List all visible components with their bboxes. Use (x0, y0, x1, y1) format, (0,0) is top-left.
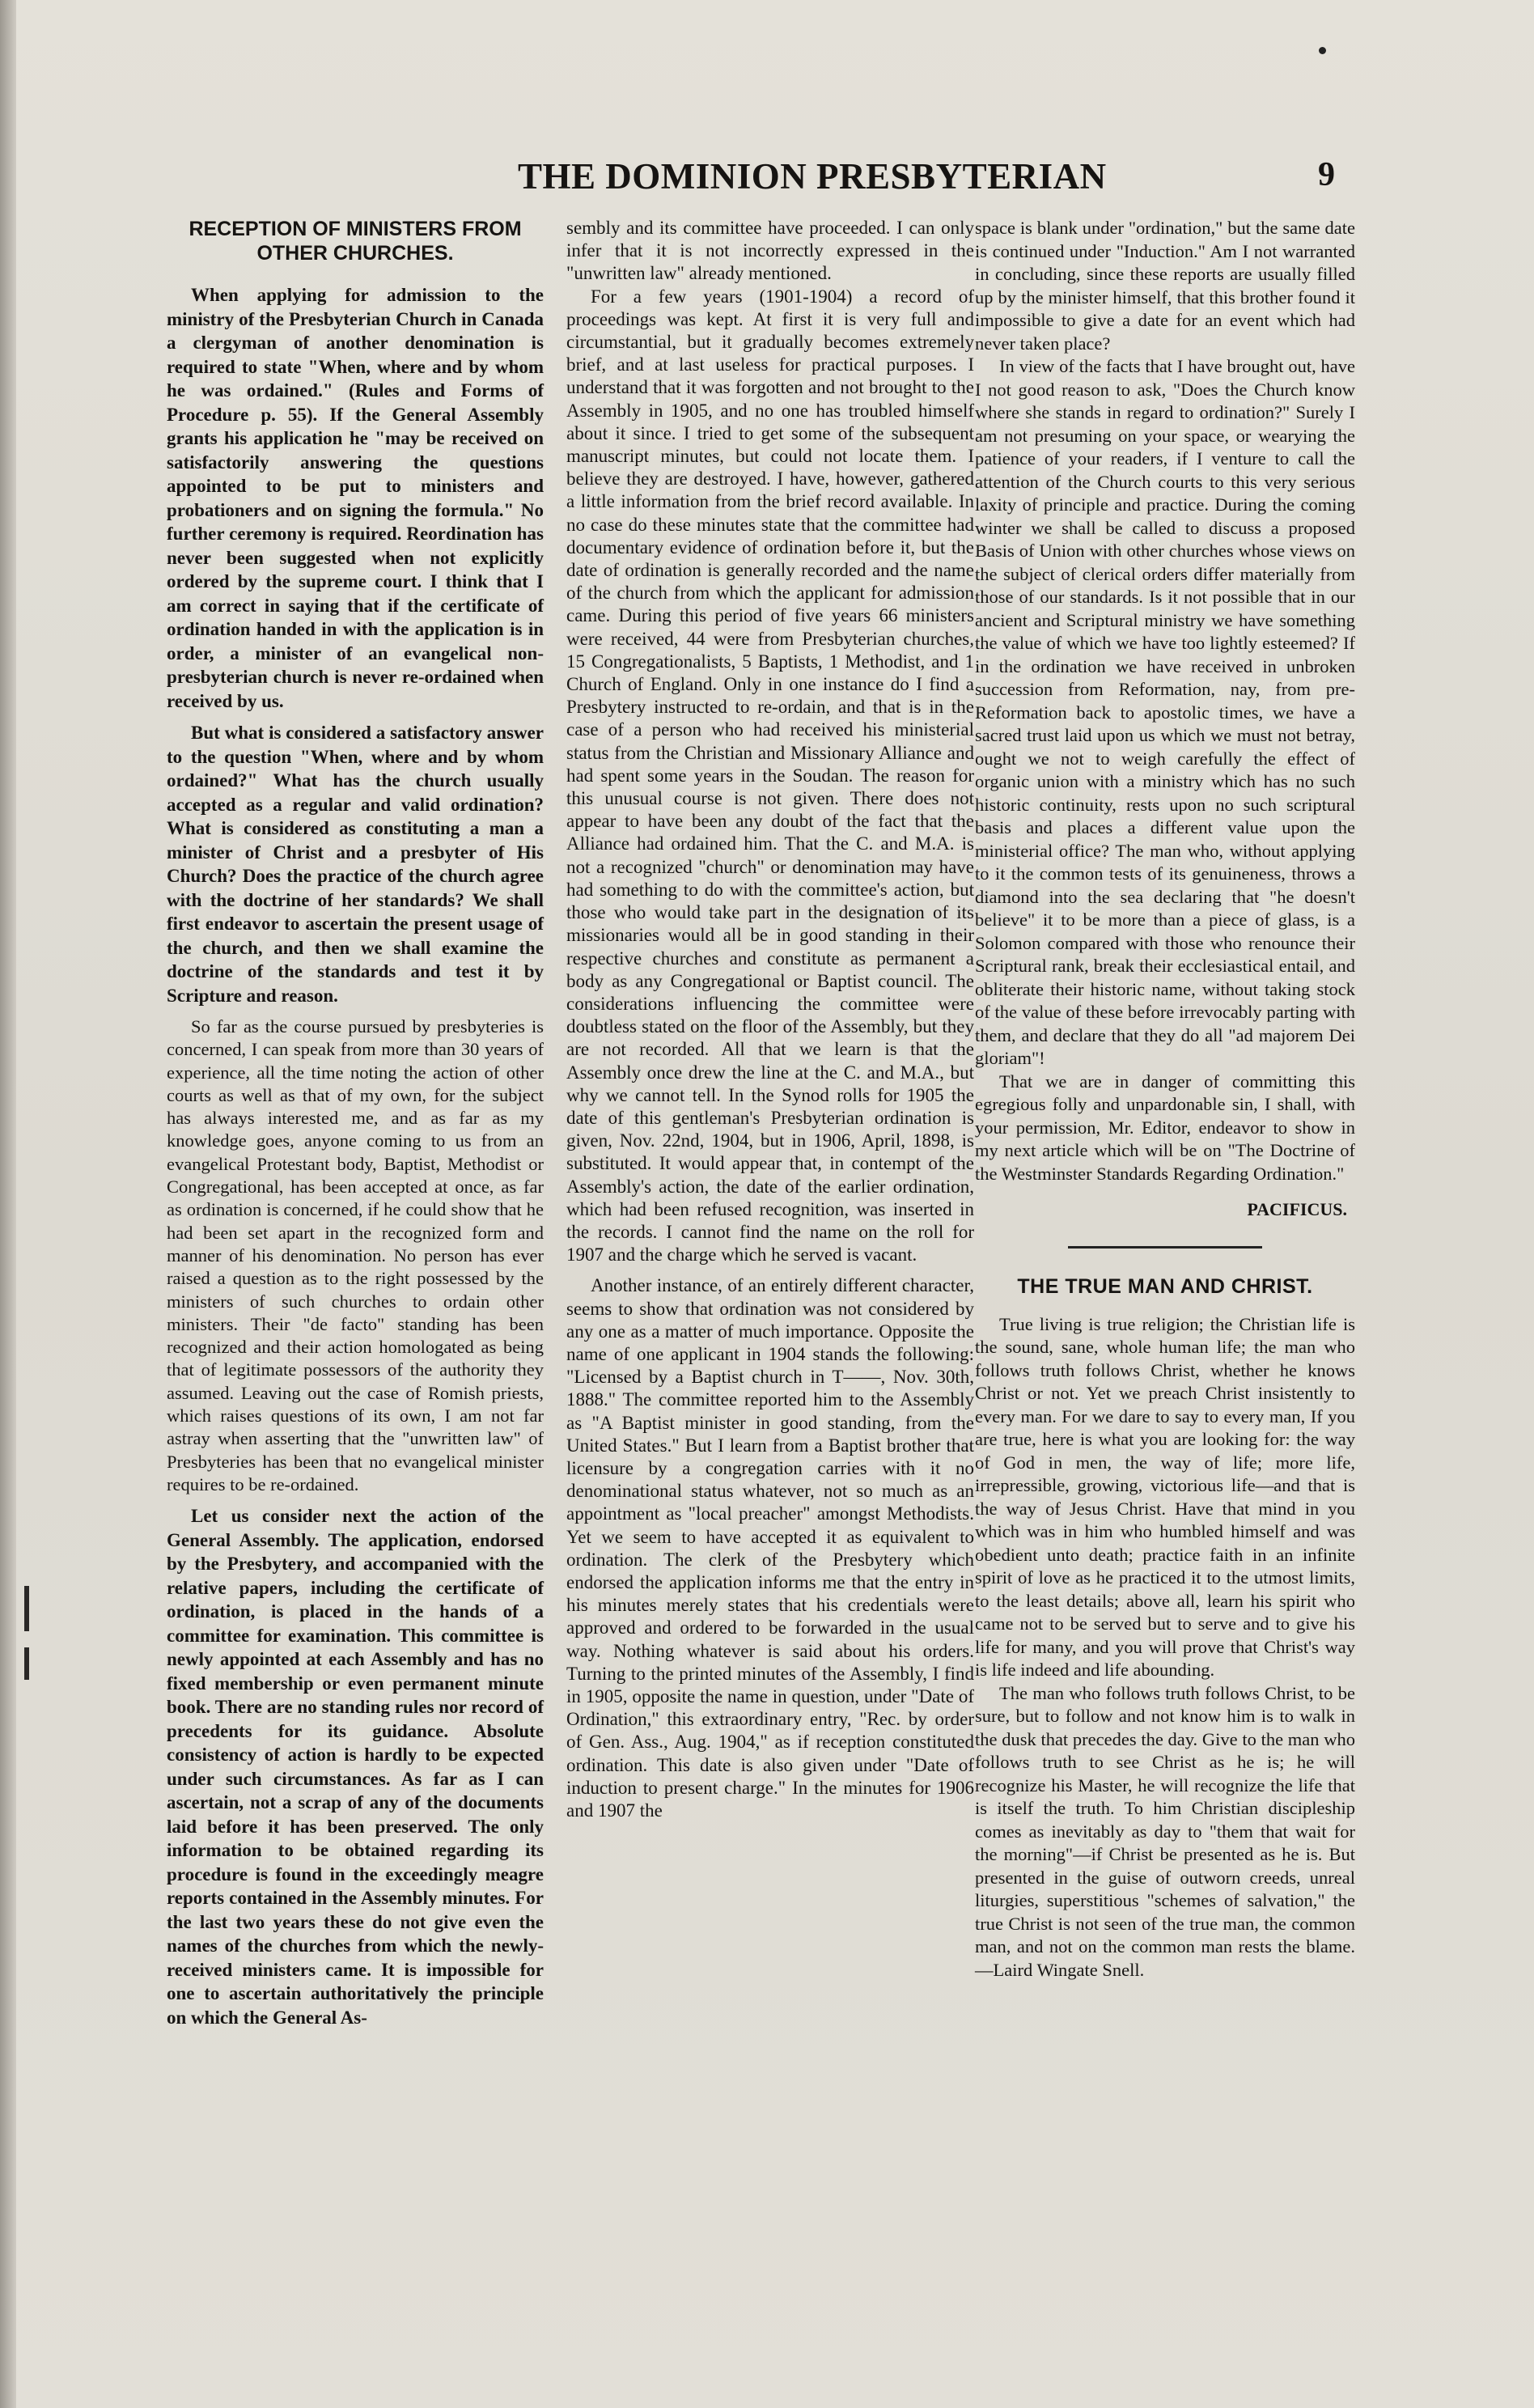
article-paragraph: In view of the facts that I have brought out, have I not good reason to ask, "Does the Church know where she stands in regard to ordination?" Surely I am not presuming on your space, or wearying the patience of your readers, if I venture to call the attention of the Church courts to this very serious laxity of principle and practice. During the coming winter we shall be called to discuss a proposed Basis of Union with other churches whose views on the subject of clerical orders differ materially from those of our standards. Is it not possible that in our ancient and Scriptural ministry we have something the value of which we have too lightly esteemed? If in the ordination we have received in unbroken succession from Reformation, nay, from pre-Reformation back to apostolic times, we have a sacred trust laid upon us which we must not betray, ought we not to weigh carefully the effect of organic union with a ministry which has no such historic continuity, rests upon no such scriptural basis and places a different value upon the ministerial office? The man who, without applying to it the common tests of its genuineness, throws a diamond into the sea declaring that "he doesn't believe" it to be more than a piece of glass, is a Solomon compared with those who renounce their Scriptural rank, break their ecclesiastical entail, and obliterate their historic name, without taking stock of the value of these before irrevocably parting with them, and declare that they do all "ad majorem Dei gloriam"! (975, 356, 1355, 1068)
article-paragraph: Another instance, of an entirely different character, seems to show that ordination was not considered by any one as a matter of much importance. Opposite the name of one applicant in 1904 stands the following: "Licensed by a Baptist church in T——, Nov. 30th, 1888." The committee reported him to the Assembly as "A Baptist minister in good standing, from the United States." But I learn from a Baptist brother that licensure by a congregation carries with it no denominational status whatever, not so much as an appointment as "local preacher" amongst Methodists. Yet we seem to have accepted it as equivalent to ordination. The clerk of the Presbytery which endorsed the application informs me that the entry in his minutes merely states that his credentials were approved and ordered to be forwarded in the usual way. Nothing whatever is said about his orders. Turning to the printed minutes of the Assembly, I find in 1905, opposite the name in question, under "Date of Ordination," this extraordinary entry, "Rec. by order of Gen. Ass., Aug. 1904," as if reception constituted ordination. This date is also given under "Date of induction to present charge." In the minutes for 1906 and 1907 the (566, 1275, 974, 1821)
article-paragraph: space is blank under "ordination," but the same date is continued under "Induction." Am I not warranted in concluding, since these reports are usually filled up by the minister himself, that this brother found it impossible to give a date for an event which had never taken place? (975, 218, 1355, 354)
article-paragraph: But what is considered a satisfactory answer to the question "When, where and by whom ordained?" What has the church usually accepted as a regular and valid ordination? What is considered as constituting a man a minister of Christ and a presbyter of His Church? Does the practice of the church agree with the doctrine of her standards? We shall first endeavor to ascertain the present usage of the church, and then we shall examine the doctrine of the standards and test it by Scripture and reason. (167, 723, 544, 1006)
page-number: 9 (1318, 156, 1335, 193)
article-paragraph: That we are in danger of committing this egregious folly and unpardonable sin, I shall, with your permission, Mr. Editor, endeavor to show in my next article which will be on "The Doctrine of the Westminster Standards Regarding Ordination." (975, 1070, 1355, 1184)
column-2 (566, 217, 974, 1822)
article-heading: RECEPTION OF MINISTERS FROM OTHER CHURCHES. (189, 218, 522, 265)
article-signature: PACIFICUS. (1247, 1199, 1347, 1219)
column-1 (167, 217, 544, 2029)
article-paragraph: The man who follows truth follows Christ, to be sure, but to follow and not know him is to walk in the dusk that precedes the day. Give to the man who follows truth to see Christ as he is; he will recognize his Master, he will recognize the life that is itself the truth. To him Christian discipleship comes as inevitably as day to "them that wait for the morning"—if Christ be presented as he is. But presented in the guise of outworn creeds, unreal liturgies, superstitious "schemes of salvation," the true Christ is not seen of the true man, the common man, and not on the common man rests the blame.—Laird Wingate Snell. (975, 1682, 1355, 1980)
article-paragraph: Let us consider next the action of the General Assembly. The application, endorsed by the Presbytery, and accompanied with the relative papers, including the certificate of ordination, is placed in the hands of a committee for examination. This committee is newly appointed at each Assembly and has no fixed membership or even permanent minute book. There are no standing rules nor record of precedents for its guidance. Absolute consistency of action is hardly to be expected under such circumstances. As far as I can ascertain, not a scrap of any of the documents laid before it has been preserved. The only information to be obtained regarding its procedure is found in the exceedingly meagre reports contained in the Assembly minutes. For the last two years these do not give even the names of the churches from which the newly-received ministers came. It is impossible for one to ascertain authoritatively the principle on which the General As- (167, 1506, 544, 2028)
article-paragraph: When applying for admission to the ministry of the Presbyterian Church in Canada a clergyman of another denomination is required to state "When, where and by whom he was ordained." (Rules and Forms of Procedure p. 55). If the General Assembly grants his application he "may be received on satisfactorily answering the questions appointed to be put to ministers and probationers and on signing the formula." No further ceremony is required. Reordination has never been suggested when not explicitly ordered by the supreme court. I think that I am correct in saying that if the certificate of ordination handed in with the application is in order, a minister of an evangelical non-presbyterian church is never re-ordained when received by us. (167, 285, 544, 711)
section-divider (1068, 1246, 1262, 1249)
article-paragraph: True living is true religion; the Christian life is the sound, sane, whole human life; the man who follows truth follows Christ, whether he knows Christ or not. Yet we preach Christ insistently to every man. For we dare to say to every man, If you are true, here is what you are looking for: the way of God in men, the way of life; more life, irrepressible, growing, victorious life—and that is the way of Jesus Christ. Have that mind in you which was in him who humbled himself and was obedient unto death; practice faith in an infinite spirit of love as he practiced it to the utmost limits, to the least details; above all, learn his spirit who came not to be served but to serve and to give his life for many, and you will prove that Christ's way is life indeed and life abounding. (975, 1313, 1355, 1680)
binding-mark (24, 1586, 29, 1631)
masthead-title: THE DOMINION PRESBYTERIAN (518, 156, 1107, 197)
article-paragraph: So far as the course pursued by presbyteries is concerned, I can speak from more than 30 years of experience, all the time noting the action of other courts as well as that of my own, for the subject has always interested me, and as far as my knowledge goes, anyone coming to us from an evangelical Protestant body, Baptist, Methodist or Congregational, has been accepted at once, as far as ordination is concerned, if he could show that he had been set apart in the recognized form and manner of his denomination. No person has ever raised a question as to the right possessed by the ministers of such churches to ordain other ministers. Their "de facto" standing has been recognized and their action homologated as being that of legitimate possessors of the authority they assumed. Leaving out the case of Romish priests, which raises questions of its own, I am not far astray when asserting that the "unwritten law" of Presbyteries has been that no evangelical minister requires to be re-ordained. (167, 1016, 544, 1494)
ink-speck (1319, 47, 1326, 54)
article-heading: THE TRUE MAN AND CHRIST. (1017, 1274, 1313, 1298)
page-binding-edge (0, 0, 16, 2408)
article-paragraph: For a few years (1901-1904) a record of proceedings was kept. At first it is very full and circumstantial, but it gradually becomes extremely brief, and at last useless for practical purposes. I understand that it was forgotten and not brought to the Assembly in 1905, and no one has troubled himself about it since. I tried to get some of the subsequent manuscript minutes, but could not locate them. I believe they are destroyed. I have, however, gathered a little information from the brief record available. In no case do these minutes state that the committee had documentary evidence of ordination before it, but the date of ordination is generally recorded and the name of the church from which the applicant for admission came. During this period of five years 66 ministers were received, 44 were from Presbyterian churches, 15 Congregationalists, 5 Baptists, 1 Methodist, and 1 Church of England. Only in one instance do I find a Presbytery instructed to re-ordain, and that is in the case of a person who had received his ministerial status from the Christian and Missionary Alliance and had spent some years in the Soudan. The reason for this unusual course is not given. There does not appear to have been any doubt of the fact that the Alliance had ordained him. That the C. and M.A. is not a recognized "church" or denomination may have had something to do with the committee's action, but those who would take part in the designation of its missionaries would all be in good standing in their respective churches and constitute as permanent a body as any Congregational or Baptist council. The considerations influencing the committee were doubtless stated on the floor of the Assembly, but they are not recorded. All that we learn is that the Assembly once drew the line at the C. and M.A., but why we cannot tell. In the Synod rolls for 1905 the date of this gentleman's Presbyterian ordination is given, Nov. 22nd, 1904, but in 1906, April, 1898, is substituted. It would appear that, in contempt of the Assembly's action, the date of the earlier ordination, which had been refused recognition, was inserted in the records. I cannot find the name on the roll for 1907 and the charge which he served is vacant. (566, 286, 974, 1265)
binding-mark (24, 1647, 29, 1680)
column-3 (975, 217, 1355, 1982)
article-paragraph: sembly and its committee have proceeded. I can only infer that it is not incorrectly expressed in the "unwritten law" already mentioned. (566, 218, 974, 284)
